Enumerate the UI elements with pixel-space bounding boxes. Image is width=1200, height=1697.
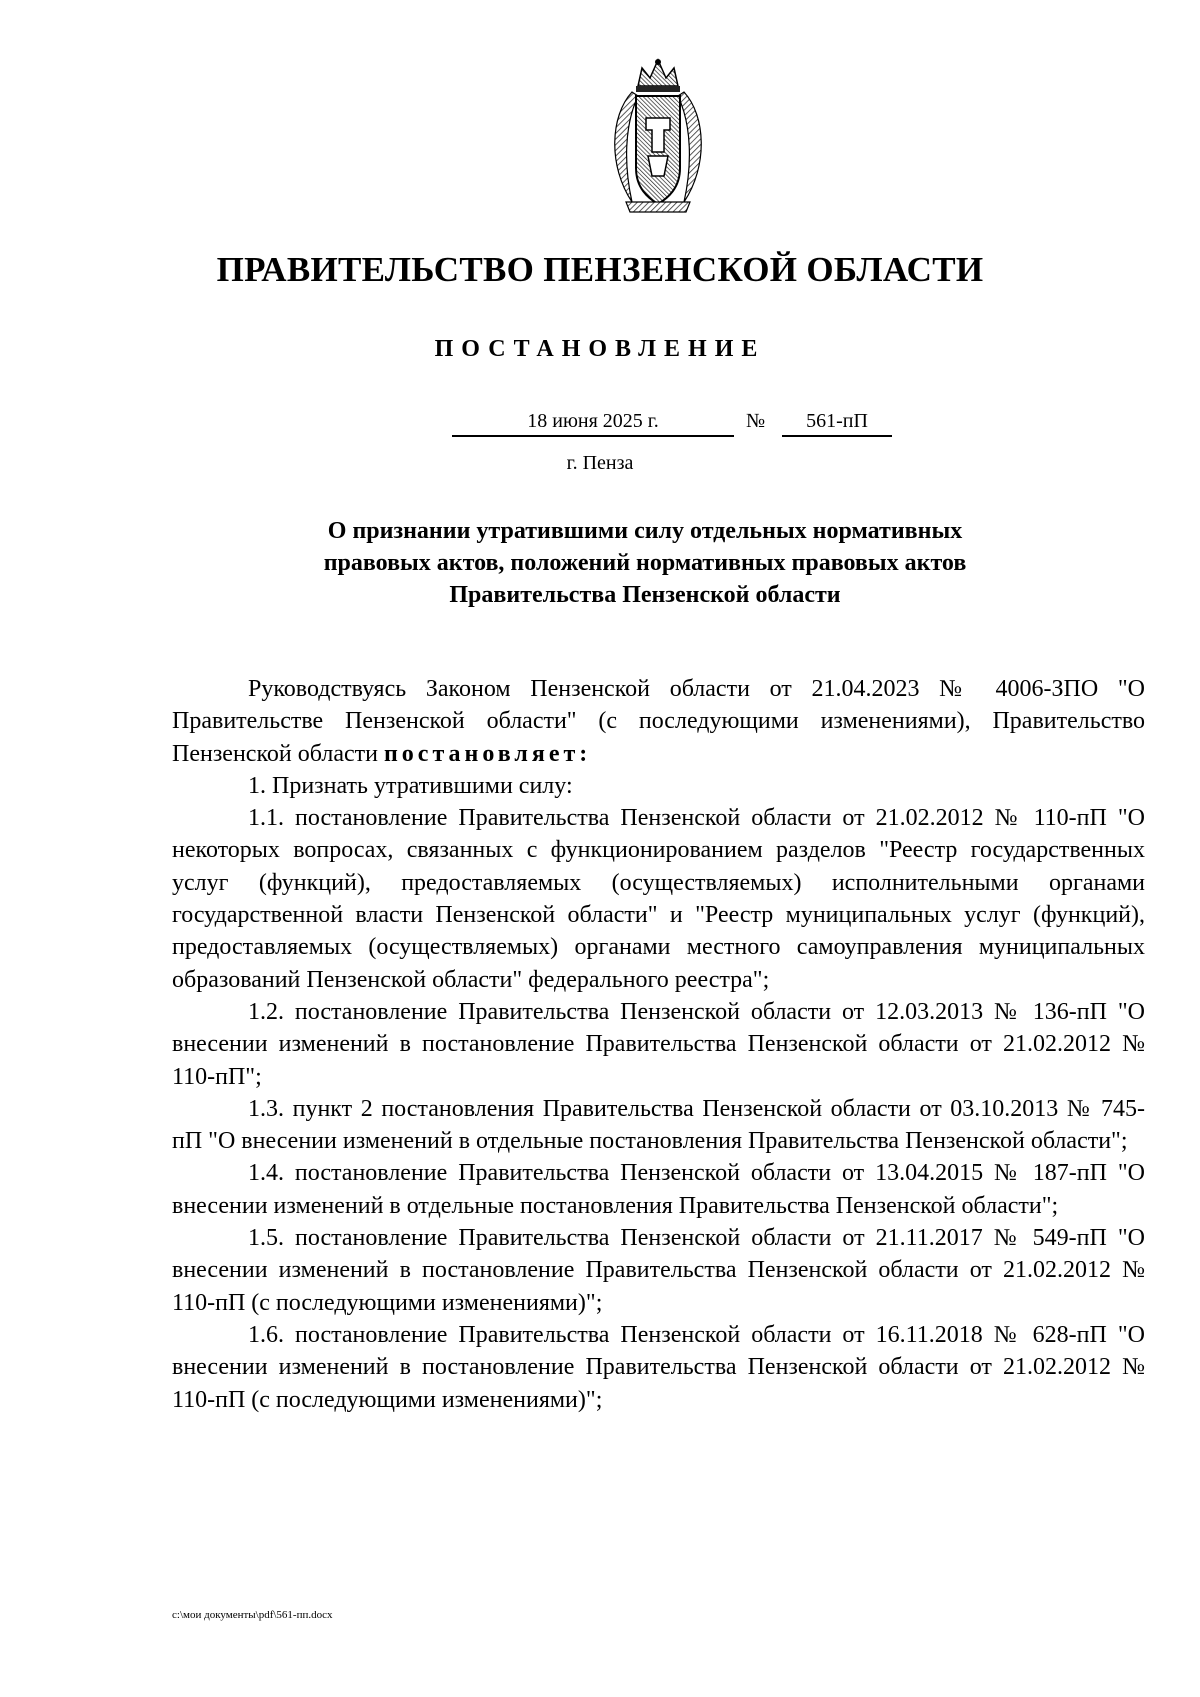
document-subject <box>250 515 1040 611</box>
item-1: 1. Признать утратившими силу: <box>248 772 573 799</box>
item-1-3: 1.3. пункт 2 постановления Правительства Пензенской области от 03.10.2013 № 745-пП "О внесении изменений в отдельные постановления Правительства Пензенской области"; <box>172 1095 1145 1155</box>
item-1-1: 1.1. постановление Правительства Пензенской области от 21.02.2012 № 110-пП "О некоторых вопросах, связанных с функционированием разделов "Реестр государственных услуг (функций), предоставляемых (осуществляемых) исполнительными органами государственной власти Пензенской области" и "Реестр муниципальных услуг (функций), предоставляемых (осуществляемых) органами местного самоуправления муниципальных образований Пензенской области" федерального реестра"; <box>172 805 1145 993</box>
document-body <box>172 673 1145 1416</box>
item-1-2: 1.2. постановление Правительства Пензенской области от 12.03.2013 № 136-пП "О внесении изменений в постановление Правительства Пензенской области от 21.02.2012 № 110-пП"; <box>172 998 1145 1090</box>
decree-word: постановляет: <box>383 740 592 767</box>
subject-line-1: О признании утратившими силу отдельных нормативных <box>327 518 963 544</box>
subject-line-3: Правительства Пензенской области <box>449 582 841 608</box>
number-sign: № <box>746 410 766 432</box>
document-number: 561-пП <box>782 410 892 437</box>
document-type: ПОСТАНОВЛЕНИЕ <box>434 336 766 362</box>
preamble-paragraph <box>172 673 1145 770</box>
date-number-line <box>452 410 892 440</box>
coat-of-arms-emblem-icon <box>602 56 714 216</box>
item-1-6: 1.6. постановление Правительства Пензенской области от 16.11.2018 № 628-пП "О внесении изменений в постановление Правительства Пензенской области от 21.02.2012 № 110-пП (с последующими изменениями)"; <box>172 1321 1145 1413</box>
city: г. Пенза <box>566 452 634 474</box>
file-path-footer: c:\мои документы\pdf\561-пп.docx <box>172 1609 333 1621</box>
government-title: ПРАВИТЕЛЬСТВО ПЕНЗЕНСКОЙ ОБЛАСТИ <box>216 250 984 289</box>
subject-line-2: правовых актов, положений нормативных правовых актов <box>323 550 967 576</box>
preamble-text: Руководствуясь Законом Пензенской области от 21.04.2023 № 4006-ЗПО "О Правительстве Пензенской области" (с последующими изменениями), Правительство Пензенской области <box>172 676 1145 767</box>
document-date: 18 июня 2025 г. <box>452 410 734 437</box>
item-1-4: 1.4. постановление Правительства Пензенской области от 13.04.2015 № 187-пП "О внесении изменений в отдельные постановления Правительства Пензенской области"; <box>172 1160 1145 1219</box>
item-1-5: 1.5. постановление Правительства Пензенской области от 21.11.2017 № 549-пП "О внесении изменений в постановление Правительства Пензенской области от 21.02.2012 № 110-пП (с последующими изменениями)"; <box>172 1225 1145 1316</box>
